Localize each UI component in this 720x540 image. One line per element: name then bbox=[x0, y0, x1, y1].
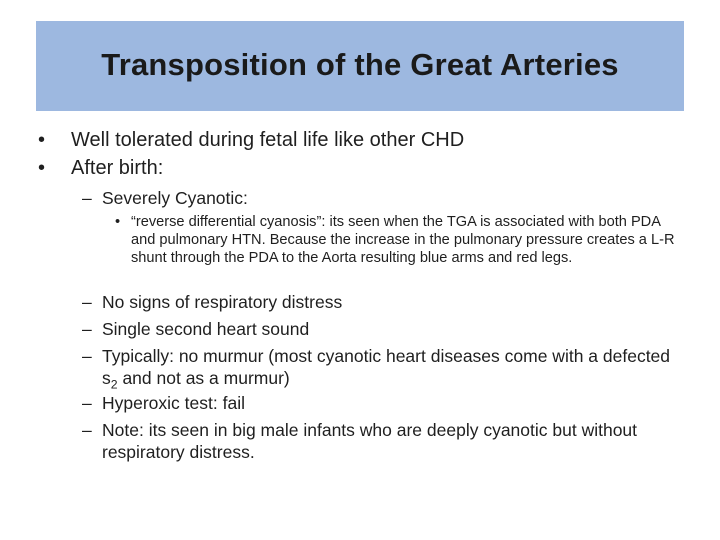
dash-marker: – bbox=[82, 420, 92, 440]
dash-marker: – bbox=[82, 319, 92, 339]
sub-bullet-text: Hyperoxic test: fail bbox=[102, 393, 245, 413]
dash-marker: – bbox=[82, 188, 92, 208]
sub-bullet-text: Note: its seen in big male infants who are deeply cyanotic but without respiratory distress. bbox=[102, 420, 638, 462]
murmur-text-before: Typically: no murmur (most cyanotic heart diseases come with a defected s bbox=[102, 346, 671, 388]
bullet-marker: • bbox=[38, 129, 46, 151]
bullet-text: Well tolerated during fetal life like other CHD bbox=[71, 129, 465, 151]
bullet-text: After birth: bbox=[71, 157, 164, 179]
sub-bullet-text: Single second heart sound bbox=[102, 319, 310, 339]
sub-bullet-text: No signs of respiratory distress bbox=[102, 292, 343, 312]
sub-sub-bullet-text: “reverse differential cyanosis”: its seen when the TGA is associated with both PDA and pulmonary HTN. Because the increase in the pulmonary pressure creates a L-R shunt through the PDA to the Aorta resulting blue arms and red legs. bbox=[131, 214, 675, 266]
bullet-marker: • bbox=[115, 214, 121, 230]
sub-bullet-text: Severely Cyanotic: bbox=[102, 188, 248, 208]
slide-title: Transposition of the Great Arteries bbox=[101, 47, 619, 82]
dash-marker: – bbox=[82, 346, 92, 366]
bullet-marker: • bbox=[38, 157, 46, 179]
subscript-2: 2 bbox=[110, 377, 118, 392]
dash-marker: – bbox=[82, 292, 92, 312]
murmur-text-after: and not as a murmur) bbox=[117, 368, 290, 388]
sub-bullet-text bbox=[102, 345, 677, 392]
dash-marker: – bbox=[82, 393, 92, 413]
